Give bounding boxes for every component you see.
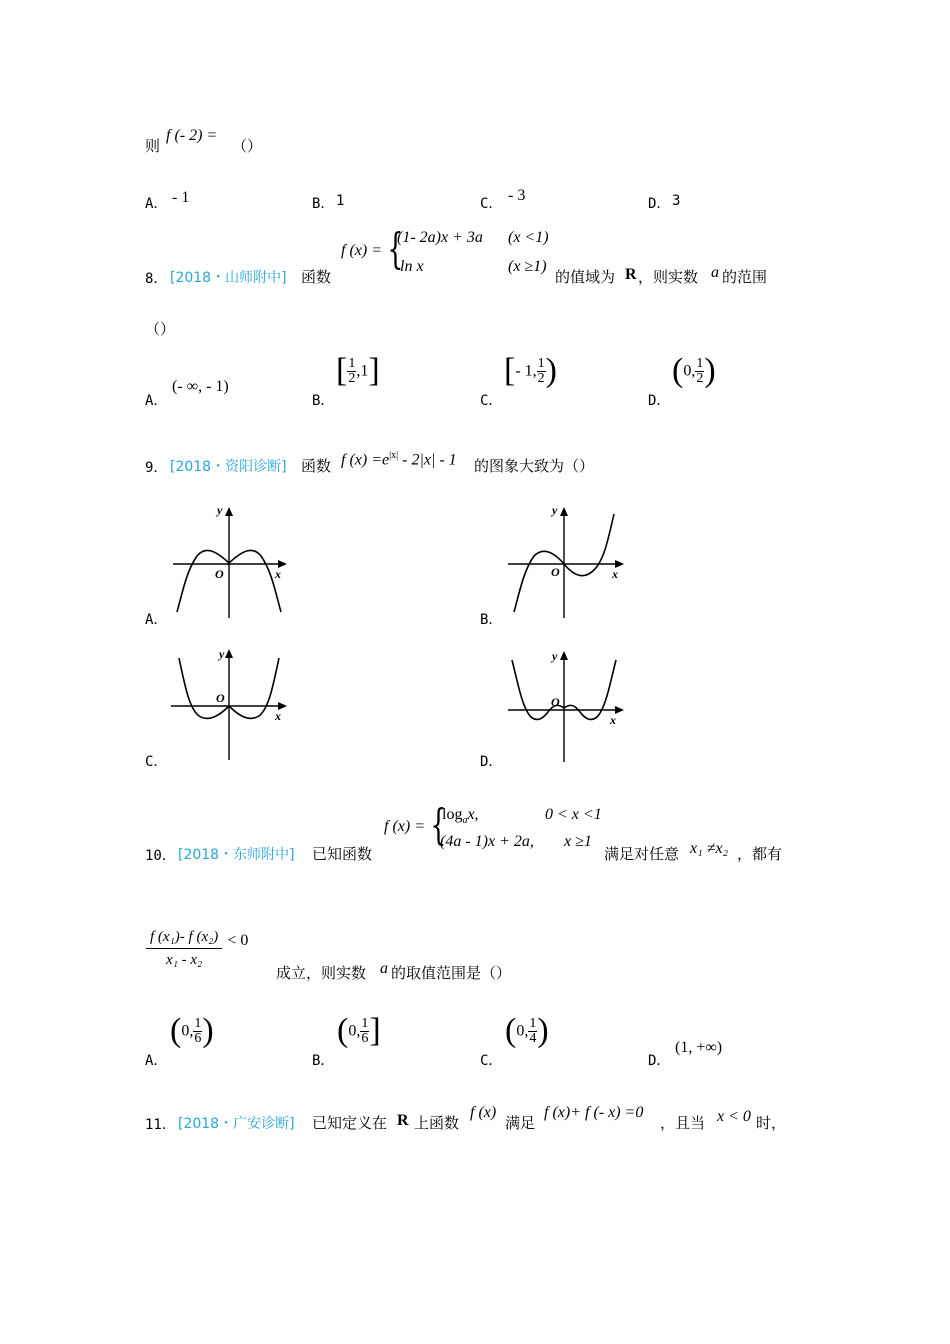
q7-answer-paren: （）: [232, 137, 263, 155]
q7-expression: f (- 2) =: [166, 127, 218, 144]
q9-graph-c-y-label: y: [219, 647, 225, 661]
q11-satisfy: 满足: [505, 1114, 536, 1132]
q9-graph-a: [165, 500, 295, 625]
q8-option-d-value: [672, 354, 716, 388]
q10-option-c-den: 4: [529, 1030, 537, 1046]
q9-expr-main: f (x) =e: [341, 451, 390, 469]
q10-option-c-fraction: [528, 1017, 537, 1046]
q10-satisfy: 满足对任意: [604, 845, 680, 863]
q7-prefix: 则: [145, 137, 161, 155]
q8-option-b-letter: B．: [312, 393, 335, 409]
q8-case1-expr: (1- 2a)x + 3a: [397, 229, 483, 246]
q11-lead: 已知定义在: [312, 1114, 388, 1132]
q10-fraction-num: f (x₁)- f (x₂): [146, 928, 222, 949]
q10-option-c-letter: C．: [480, 1053, 503, 1069]
q7-option-a-letter: A．: [145, 196, 168, 212]
q10-option-b-fraction: [360, 1017, 369, 1046]
q8-case2-cond: (x ≥1): [508, 258, 547, 275]
q10-option-a-pre: 0,: [181, 1022, 194, 1040]
q10-option-b-close: ]: [369, 1012, 381, 1049]
q8-number: 8．: [145, 271, 168, 287]
q10-option-c-value: [505, 1014, 549, 1048]
q9-option-a-letter: A．: [145, 612, 168, 628]
q9-graph-d-x-arrow: [615, 706, 624, 714]
q10-case1-rest: x,: [467, 806, 479, 823]
q10-option-a-num: 1: [194, 1015, 202, 1031]
q10-option-b-pre: 0,: [348, 1022, 361, 1040]
q11-source-tag: [2018・广安诊断]: [178, 1116, 295, 1132]
q8-option-c-letter: C．: [480, 393, 503, 409]
q10-source-tag: [2018・东师附中]: [178, 847, 295, 863]
q8-var: a: [711, 264, 719, 281]
q7-option-c-value: - 3: [508, 187, 526, 204]
q10-option-b-open: (: [337, 1012, 349, 1049]
q9-graph-d: [502, 642, 632, 767]
q10-fraction-den: x₁ - x₂: [166, 952, 203, 968]
q10-ineq: < 0: [227, 932, 249, 949]
q8-lead: 函数: [301, 268, 332, 286]
q10-option-c-pre: 0,: [516, 1022, 529, 1040]
q8-option-c-fraction: [537, 357, 546, 386]
q8-option-c-num: 1: [537, 355, 545, 371]
q10-option-d-value: (1, +∞): [675, 1039, 723, 1056]
q8-option-d-letter: D．: [648, 393, 671, 409]
q10-fraction: [146, 928, 222, 969]
q10-option-a-fraction: [193, 1017, 202, 1046]
q8-option-d-close: ): [704, 352, 716, 389]
q11-R: R: [397, 1112, 409, 1129]
q8-option-b-num: 1: [348, 355, 356, 371]
q11-cond: x < 0: [717, 1108, 751, 1125]
q7-option-d-value: 3: [672, 193, 681, 209]
q9-graph-c-x-label: x: [275, 709, 281, 723]
q10-option-c-num: 1: [529, 1015, 537, 1031]
q7-option-c-letter: C．: [480, 196, 503, 212]
q9-graph-a-origin: O: [215, 567, 224, 581]
q7-option-b-letter: B．: [312, 196, 335, 212]
q9-number: 9．: [145, 460, 168, 476]
q9-graph-a-y-arrow: [225, 507, 233, 516]
q9-graph-b-x-label: x: [612, 567, 618, 581]
q9-lead: 函数: [301, 457, 332, 475]
q9-source-tag: [2018・资阳诊断]: [170, 459, 287, 475]
q8-source-tag: [2018・山师附中]: [170, 270, 287, 286]
q9-graph-d-x-label: x: [610, 713, 616, 727]
q8-option-d-pre: 0,: [683, 362, 696, 380]
q8-case2-expr: ln x: [400, 258, 424, 275]
q7-option-b-value: 1: [336, 193, 345, 209]
q10-end: ，都有: [737, 845, 783, 863]
q10-option-a-den: 6: [194, 1030, 202, 1046]
q8-option-b-rest: ,1: [356, 362, 369, 380]
q10-option-b-num: 1: [361, 1015, 369, 1031]
q8-f-lhs: f (x) =: [341, 242, 382, 259]
q9-graph-a-y-label: y: [217, 503, 223, 517]
q11-tail: ，且当: [660, 1114, 706, 1132]
q10-f-lhs: f (x) =: [384, 818, 425, 835]
q8-option-b-value: [336, 354, 380, 388]
q9-expr-rest: - 2|x| - 1: [398, 451, 457, 469]
q9-graph-b-origin: O: [551, 565, 560, 579]
q10-option-a-open: (: [170, 1012, 182, 1049]
q9-expression: [341, 447, 457, 469]
q8-tail: ，则实数: [638, 268, 699, 286]
q10-option-c-open: (: [505, 1012, 517, 1049]
q9-graph-d-origin: O: [551, 695, 560, 709]
q9-graph-c-y-arrow: [225, 649, 233, 658]
q10-case2-cond: x ≥1: [564, 833, 592, 850]
q8-option-b-close: ]: [368, 352, 380, 389]
q8-option-d-fraction: [695, 357, 704, 386]
q8-brace: {: [387, 224, 404, 273]
q8-option-b-den: 2: [348, 370, 356, 386]
q10-case1-log: log: [442, 806, 463, 823]
q8-end: 的范围: [722, 268, 768, 286]
q11-number: 11．: [145, 1117, 176, 1133]
q8-case1-cond: (x <1): [508, 229, 549, 246]
q8-option-c-pre: - 1,: [515, 362, 537, 380]
q8-R: R: [625, 266, 637, 283]
q8-option-b-fraction: [347, 357, 356, 386]
q9-expr-exponent: |x|: [389, 450, 399, 461]
q9-graph-b: [502, 500, 632, 625]
q8-option-a-letter: A．: [145, 393, 168, 409]
q10-number: 10．: [145, 848, 176, 864]
q9-graph-d-y-arrow: [560, 651, 568, 660]
q11-equation: f (x)+ f (- x) =0: [544, 1104, 644, 1121]
q10-case2-expr: (4a - 1)x + 2a,: [440, 833, 534, 850]
q10-option-b-den: 6: [361, 1030, 369, 1046]
q9-graph-c-origin: O: [216, 691, 225, 705]
q9-option-b-letter: B．: [480, 612, 503, 628]
q10-inequality: [146, 928, 248, 969]
q10-case1-base: a: [462, 815, 468, 827]
q8-option-d-open: (: [672, 352, 684, 389]
q10-option-c-close: ): [537, 1012, 549, 1049]
q10-brace: {: [430, 800, 447, 849]
q9-graph-b-y-label: y: [552, 503, 558, 517]
q9-end: 的图象大致为（）: [474, 457, 595, 475]
q10-option-b-value: [337, 1014, 381, 1048]
q9-option-c-letter: C．: [145, 754, 168, 770]
q10-case1-cond: 0 < x <1: [545, 806, 602, 823]
q9-graph-d-y-label: y: [552, 649, 558, 663]
q11-end: 时，: [756, 1114, 787, 1132]
q9-graph-c: [165, 642, 295, 767]
q10-tail: 成立，则实数: [276, 964, 367, 982]
q7-option-a-value: - 1: [172, 189, 190, 206]
q8-option-c-close: ): [545, 352, 557, 389]
q10-option-a-letter: A．: [145, 1053, 168, 1069]
q10-tail2: 的取值范围是（）: [391, 964, 512, 982]
q8-option-b-open: [: [336, 352, 348, 389]
q9-graph-a-x-label: x: [275, 567, 281, 581]
q8-option-a-value: (- ∞, - 1): [172, 378, 229, 395]
q8-mid: 的值域为: [555, 268, 616, 286]
q10-lead: 已知函数: [312, 845, 373, 863]
q8-option-d-den: 2: [696, 370, 704, 386]
q10-option-b-letter: B．: [312, 1053, 335, 1069]
q11-mid: 上函数: [414, 1114, 460, 1132]
q9-graph-b-y-arrow: [560, 507, 568, 516]
q8-option-c-open: [: [504, 352, 516, 389]
q10-case1: [442, 806, 479, 830]
q7-option-d-letter: D．: [648, 196, 671, 212]
q10-var: a: [380, 960, 388, 977]
q11-fx: f (x): [470, 1104, 497, 1121]
q10-option-a-close: ): [202, 1012, 214, 1049]
q10-option-a-value: [170, 1014, 214, 1048]
q10-option-d-letter: D．: [648, 1053, 671, 1069]
q9-option-d-letter: D．: [480, 754, 503, 770]
q8-option-c-value: [504, 354, 557, 388]
q10-x1-neq-x2: x₁ ≠x₂: [690, 840, 729, 857]
q8-option-d-num: 1: [696, 355, 704, 371]
q8-option-c-den: 2: [537, 370, 545, 386]
q8-answer-paren: （）: [145, 320, 176, 338]
